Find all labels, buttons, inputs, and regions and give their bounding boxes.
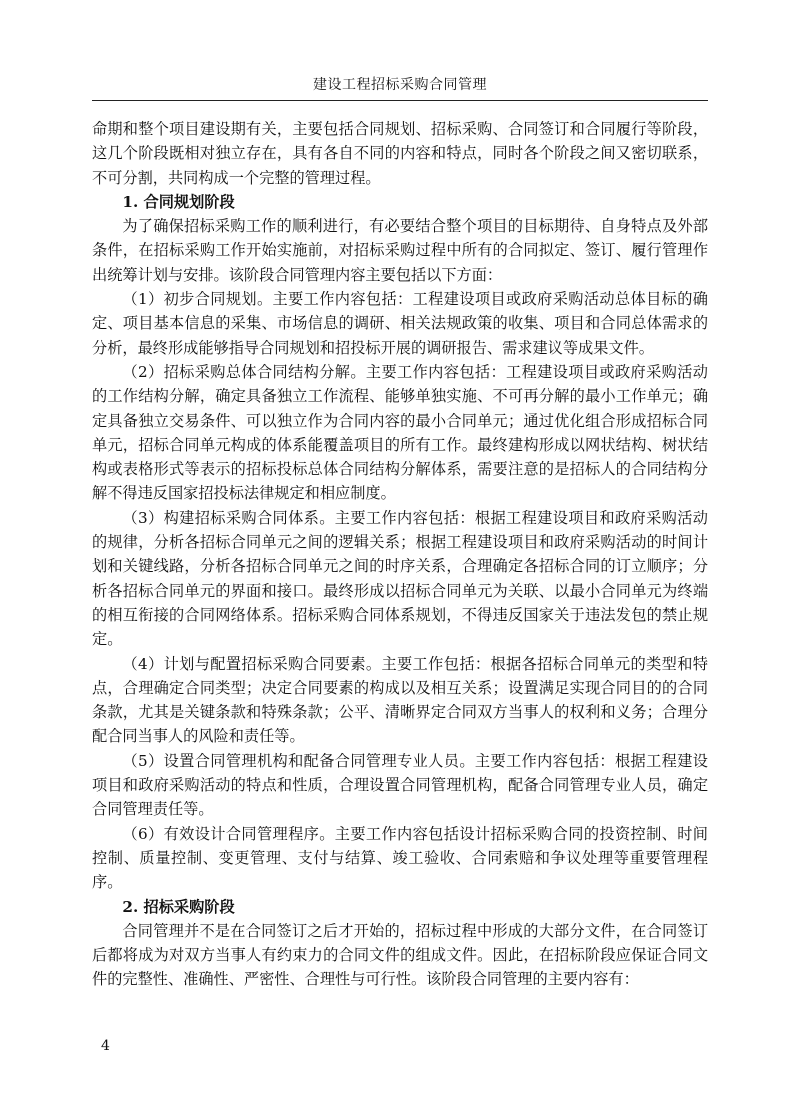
paragraph-item-4: （4）计划与配置招标采购合同要素。主要工作包括：根据各招标合同单元的类型和特点，合理确定合同类型；决定合同要素的构成以及相互关系；设置满足实现合同目的的合同条款，尤其是关键条款和特殊条款；公平、清晰界定合同双方当事人的权利和义务；合理分配合同当事人的风险和责任等。 [92, 654, 708, 746]
running-header-title: 建设工程招标采购合同管理 [313, 77, 487, 93]
section-heading-tender-procurement: 2. 招标采购阶段 [122, 897, 235, 916]
continuation-paragraph: 命期和整个项目建设期有关，主要包括合同规划、招标采购、合同签订和合同履行等阶段，这几个阶段既相对独立存在，具有各自不同的内容和特点，同时各个阶段之间又密切联系，不可分割，共同构成一个完整的管理过程。 [92, 120, 708, 187]
paragraph-item-5: （5）设置合同管理机构和配备合同管理专业人员。主要工作内容包括：根据工程建设项目和政府采购活动的特点和性质，合理设置合同管理机构，配备合同管理专业人员，确定合同管理责任等。 [92, 751, 708, 819]
page-body [92, 117, 708, 992]
page-number: 4 [101, 1038, 110, 1054]
paragraph-procurement-intro: 合同管理并不是在合同签订之后才开始的，招标过程中形成的大部分文件，在合同签订后都将成为对双方当事人有约束力的合同文件的组成文件。因此，在招标阶段应保证合同文件的完整性、准确性、严密性、合理性与可行性。该阶段合同管理的主要内容有： [92, 921, 708, 989]
section-heading-contract-planning: 1. 合同规划阶段 [122, 192, 235, 211]
paragraph-planning-intro: 为了确保招标采购工作的顺利进行，有必要结合整个项目的目标期待、自身特点及外部条件，在招标采购工作开始实施前，对招标采购过程中所有的合同拟定、签订、履行管理作出统筹计划与安排。该阶段合同管理内容主要包括以下方面： [92, 217, 708, 284]
paragraph-item-6: （6）有效设计合同管理程序。主要工作内容包括设计招标采购合同的投资控制、时间控制、质量控制、变更管理、支付与结算、竣工验收、合同索赔和争议处理等重要管理程序。 [92, 824, 708, 892]
paragraph-item-1: （1）初步合同规划。主要工作内容包括：工程建设项目或政府采购活动总体目标的确定、项目基本信息的采集、市场信息的调研、相关法规政策的收集、项目和合同总体需求的分析，最终形成能够指导合同规划和招投标开展的调研报告、需求建议等成果文件。 [92, 290, 708, 357]
paragraph-item-3: （3）构建招标采购合同体系。主要工作内容包括：根据工程建设项目和政府采购活动的规律，分析各招标合同单元之间的逻辑关系；根据工程建设项目和政府采购活动的时间计划和关键线路，分析各招标合同单元之间的时序关系，合理确定各招标合同的订立顺序；分析各招标合同单元的界面和接口。最终形成以招标合同单元为关联、以最小合同单元为终端的相互衔接的合同网络体系。招标采购合同体系规划，不得违反国家关于违法发包的禁止规定。 [92, 508, 708, 649]
header-rule [92, 100, 708, 101]
paragraph-item-2: （2）招标采购总体合同结构分解。主要工作内容包括：工程建设项目或政府采购活动的工作结构分解，确定具备独立工作流程、能够单独实施、不可再分解的最小工作单元；确定具备独立交易条件、可以独立作为合同内容的最小合同单元；通过优化组合形成招标合同单元，招标合同单元构成的体系能覆盖项目的所有工作。最终建构形成以网状结构、树状结构或表格形式等表示的招标投标总体合同结构分解体系，需要注意的是招标人的合同结构分解不得违反国家招投标法律规定和相应制度。 [92, 362, 708, 503]
